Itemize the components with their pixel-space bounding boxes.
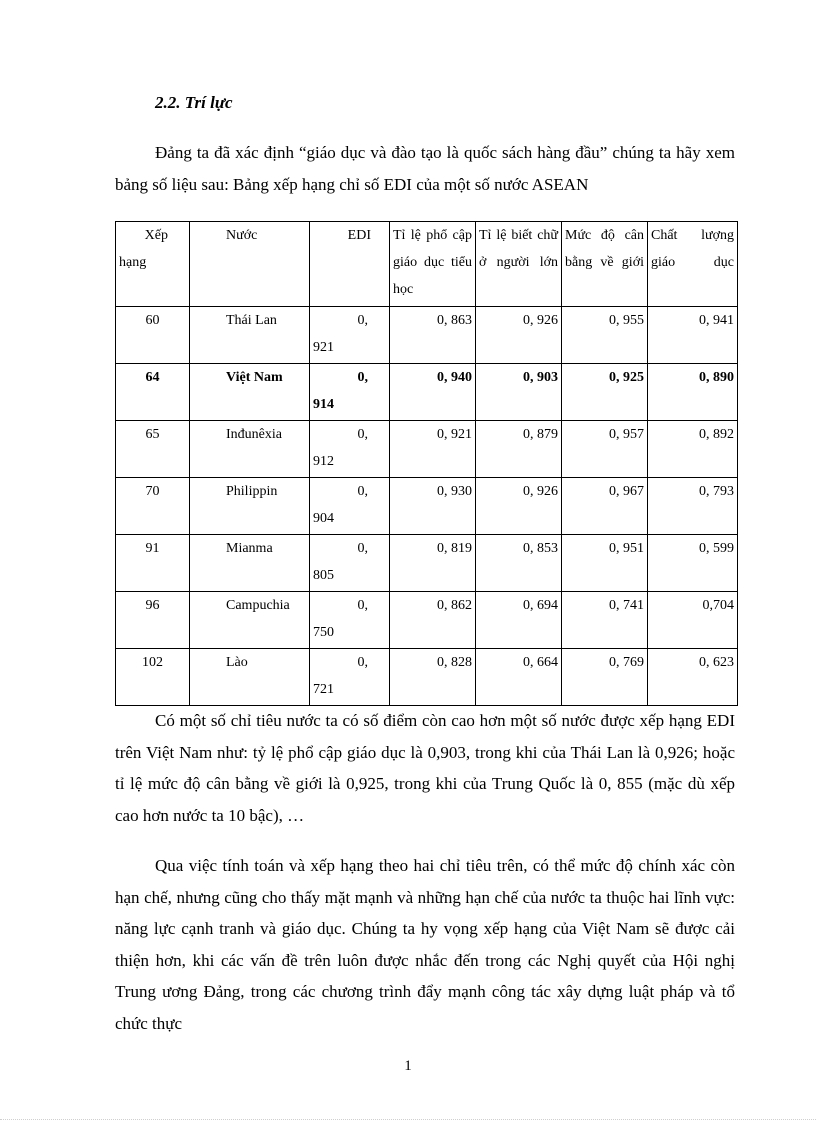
cell-literacy: 0, 879 — [476, 421, 562, 478]
table-header-row — [116, 222, 738, 307]
table-row — [116, 307, 738, 364]
cell-edi — [310, 421, 390, 478]
cell-rank: 102 — [116, 649, 190, 706]
cell-country: Lào — [190, 649, 310, 706]
cell-edi — [310, 535, 390, 592]
cell-country: Philippin — [190, 478, 310, 535]
cell-gender: 0, 957 — [562, 421, 648, 478]
cell-gender: 0, 925 — [562, 364, 648, 421]
header-primary: Tỉ lệ phổ cập giáo dục tiểu học — [390, 222, 476, 307]
intro-paragraph: Đảng ta đã xác định “giáo dục và đào tạo là quốc sách hàng đầu” chúng ta hãy xem bảng số liệu sau: Bảng xếp hạng chỉ số EDI của một số nước ASEAN — [115, 143, 735, 194]
cell-primary: 0, 862 — [390, 592, 476, 649]
cell-edi — [310, 478, 390, 535]
table-row — [116, 364, 738, 421]
cell-gender: 0, 955 — [562, 307, 648, 364]
table-row — [116, 421, 738, 478]
edi-value-part1: 0, — [357, 427, 368, 442]
page-number: 1 — [404, 1058, 412, 1074]
header-rank-line2: hạng — [119, 255, 147, 270]
edi-value-part1: 0, — [357, 541, 368, 556]
edi-value-part1: 0, — [357, 313, 368, 328]
cell-edi — [310, 364, 390, 421]
cell-literacy: 0, 926 — [476, 307, 562, 364]
cell-primary: 0, 819 — [390, 535, 476, 592]
table-row — [116, 649, 738, 706]
cell-literacy: 0, 903 — [476, 364, 562, 421]
header-rank-line1: Xếp — [144, 228, 168, 243]
cell-gender: 0, 741 — [562, 592, 648, 649]
cell-country: Inđunêxia — [190, 421, 310, 478]
edi-value-part2: 914 — [313, 397, 334, 412]
cell-literacy: 0, 694 — [476, 592, 562, 649]
cell-rank: 91 — [116, 535, 190, 592]
edi-value-part2: 805 — [313, 568, 334, 583]
table-row — [116, 592, 738, 649]
cell-quality: 0, 892 — [648, 421, 738, 478]
cell-country: Việt Nam — [190, 364, 310, 421]
edi-value-part2: 750 — [313, 625, 334, 640]
cell-rank: 70 — [116, 478, 190, 535]
edi-value-part1: 0, — [357, 370, 368, 385]
cell-primary: 0, 930 — [390, 478, 476, 535]
cell-quality: 0, 599 — [648, 535, 738, 592]
cell-country: Campuchia — [190, 592, 310, 649]
edi-value-part2: 921 — [313, 340, 334, 355]
header-literacy: Tỉ lệ biết chữ ở người lớn — [476, 222, 562, 307]
header-gender: Mức độ cân bằng về giới — [562, 222, 648, 307]
cell-country: Mianma — [190, 535, 310, 592]
cell-quality: 0, 623 — [648, 649, 738, 706]
cell-gender: 0, 967 — [562, 478, 648, 535]
table-row — [116, 478, 738, 535]
cell-primary: 0, 921 — [390, 421, 476, 478]
cell-quality: 0, 890 — [648, 364, 738, 421]
edi-value-part2: 904 — [313, 511, 334, 526]
edi-value-part2: 912 — [313, 454, 334, 469]
header-edi: EDI — [310, 222, 390, 307]
paragraph-3: Qua việc tính toán và xếp hạng theo hai chỉ tiêu trên, có thể mức độ chính xác còn hạn chế, nhưng cũng cho thấy mặt mạnh và những hạn chế của nước ta thuộc hai lĩnh vực: năng lực cạnh tranh và giáo dục. Chúng ta hy vọng xếp hạng của Việt Nam sẽ được cải thiện hơn, khi các vấn đề trên luôn được nhắc đến trong các Nghị quyết của Hội nghị Trung ương Đảng, trong các chương trình đẩy mạnh công tác xây dựng luật pháp và tổ chức thực — [115, 856, 735, 1033]
cell-gender: 0, 951 — [562, 535, 648, 592]
header-country: Nước — [190, 222, 310, 307]
cell-quality: 0, 941 — [648, 307, 738, 364]
edi-ranking-table — [115, 221, 738, 706]
table-body — [116, 307, 738, 706]
cell-literacy: 0, 853 — [476, 535, 562, 592]
cell-primary: 0, 940 — [390, 364, 476, 421]
section-heading: 2.2. Trí lực — [155, 93, 233, 112]
edi-value-part2: 721 — [313, 682, 334, 697]
cell-rank: 65 — [116, 421, 190, 478]
header-rank — [116, 222, 190, 307]
cell-quality: 0, 793 — [648, 478, 738, 535]
header-quality: Chất lượng giáo dục — [648, 222, 738, 307]
cell-gender: 0, 769 — [562, 649, 648, 706]
edi-value-part1: 0, — [357, 655, 368, 670]
cell-country: Thái Lan — [190, 307, 310, 364]
paragraph-2: Có một số chỉ tiêu nước ta có số điểm còn cao hơn một số nước được xếp hạng EDI trên Việt Nam như: tỷ lệ phổ cập giáo dục là 0,903, trong khi của Thái Lan là 0,926; hoặc tỉ lệ mức độ cân bằng về giới là 0,925, trong khi của Trung Quốc là 0, 855 (mặc dù xếp cao hơn nước ta 10 bậc), … — [115, 711, 735, 825]
cell-literacy: 0, 926 — [476, 478, 562, 535]
cell-edi — [310, 307, 390, 364]
cell-literacy: 0, 664 — [476, 649, 562, 706]
cell-rank: 60 — [116, 307, 190, 364]
cell-primary: 0, 863 — [390, 307, 476, 364]
cell-rank: 64 — [116, 364, 190, 421]
table-row — [116, 535, 738, 592]
edi-value-part1: 0, — [357, 484, 368, 499]
cell-rank: 96 — [116, 592, 190, 649]
cell-edi — [310, 649, 390, 706]
cell-quality: 0,704 — [648, 592, 738, 649]
edi-value-part1: 0, — [357, 598, 368, 613]
cell-edi — [310, 592, 390, 649]
footer-divider — [0, 1119, 816, 1120]
cell-primary: 0, 828 — [390, 649, 476, 706]
